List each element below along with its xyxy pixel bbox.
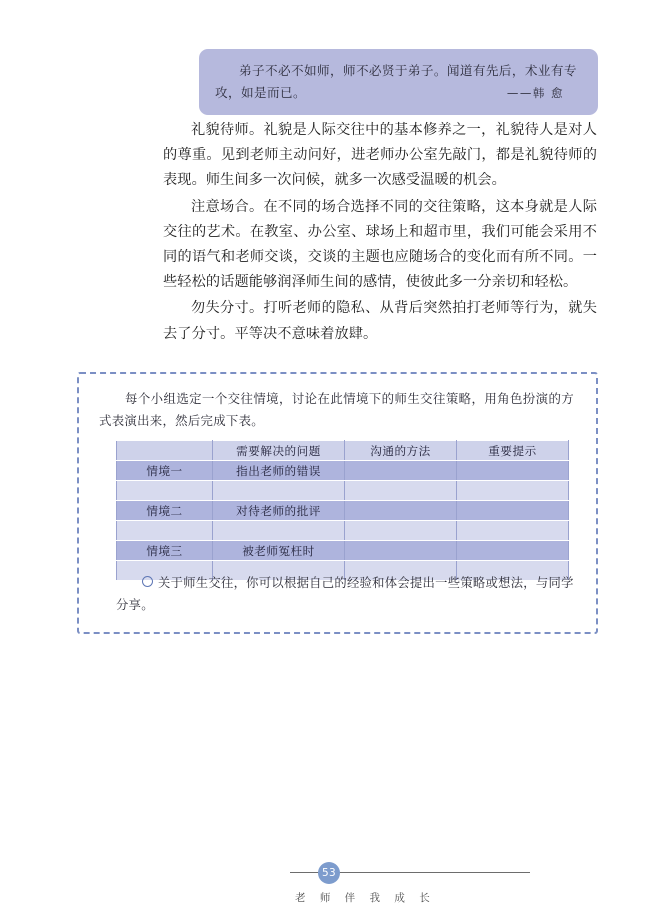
table-row [117, 481, 569, 501]
quote-line-1: 弟子不必不如师，师不必贤于弟子。闻道有先后，术业有专 [239, 63, 577, 78]
quote-second-line-row [215, 82, 582, 104]
table-row [117, 521, 569, 541]
page-footer [0, 860, 650, 920]
scenario-method[interactable] [345, 481, 457, 501]
scenario-method[interactable] [345, 521, 457, 541]
paragraph-politeness: 礼貌待师。礼貌是人际交往中的基本修养之一，礼貌待人是对人的尊重。见到老师主动问好，进老师办公室先敲门，都是礼貌待师的表现。师生间多一次问候，就多一次感受温暖的机会。 [163, 122, 597, 189]
table-row [117, 501, 569, 521]
quote-callout-box [199, 49, 598, 115]
scenario-problem: 对待老师的批评 [213, 501, 345, 521]
scenario-label[interactable] [117, 481, 213, 501]
table-row [117, 541, 569, 561]
table-row [117, 461, 569, 481]
scenario-label: 情境一 [117, 461, 213, 481]
table-header-corner [117, 441, 213, 461]
paragraph-propriety: 勿失分寸。打听老师的隐私、从背后突然拍打老师等行为，就失去了分寸。平等决不意味着放肆。 [163, 300, 597, 342]
paragraph-occasion: 注意场合。在不同的场合选择不同的交往策略，这本身就是人际交往的艺术。在教室、办公室、球场上和超市里，我们可能会采用不同的语气和老师交谈，交谈的主题也应随场合的变化而有所不同。一些轻松的话题能够润泽师生间的感情，使彼此多一分亲切和轻松。 [163, 198, 597, 291]
scenario-method[interactable] [345, 541, 457, 561]
scenario-tips[interactable] [457, 521, 569, 541]
circle-bullet-icon [142, 576, 153, 587]
activity-dashed-box [77, 372, 598, 634]
scenario-problem[interactable] [213, 481, 345, 501]
footer-chapter-caption: 老 师 伴 我 成 长 [295, 892, 436, 904]
scenario-label: 情境三 [117, 541, 213, 561]
activity-note-text: 关于师生交往，你可以根据自己的经验和体会提出一些策略或想法，与同学分享。 [116, 576, 574, 612]
activity-table [116, 440, 569, 581]
table-header-tips: 重要提示 [457, 441, 569, 461]
scenario-problem: 指出老师的错误 [213, 461, 345, 481]
table-header-method: 沟通的方法 [345, 441, 457, 461]
body-text-block [163, 118, 597, 348]
scenario-problem: 被老师冤枉时 [213, 541, 345, 561]
table-header-problem: 需要解决的问题 [213, 441, 345, 461]
quote-line-2: 攻，如是而已。 [215, 85, 306, 100]
scenario-tips[interactable] [457, 461, 569, 481]
scenario-tips[interactable] [457, 541, 569, 561]
table-header-row [117, 441, 569, 461]
scenario-problem[interactable] [213, 521, 345, 541]
page-number-badge: 53 [318, 862, 340, 884]
activity-instruction-text: 每个小组选定一个交往情境，讨论在此情境下的师生交往策略，用角色扮演的方式表演出来，然后完成下表。 [99, 391, 574, 428]
scenario-method[interactable] [345, 461, 457, 481]
scenario-method[interactable] [345, 501, 457, 521]
scenario-tips[interactable] [457, 501, 569, 521]
scenario-tips[interactable] [457, 481, 569, 501]
scenario-label[interactable] [117, 521, 213, 541]
scenario-label: 情境二 [117, 501, 213, 521]
activity-note [116, 572, 576, 616]
quote-attribution: ——韩 愈 [506, 86, 564, 100]
